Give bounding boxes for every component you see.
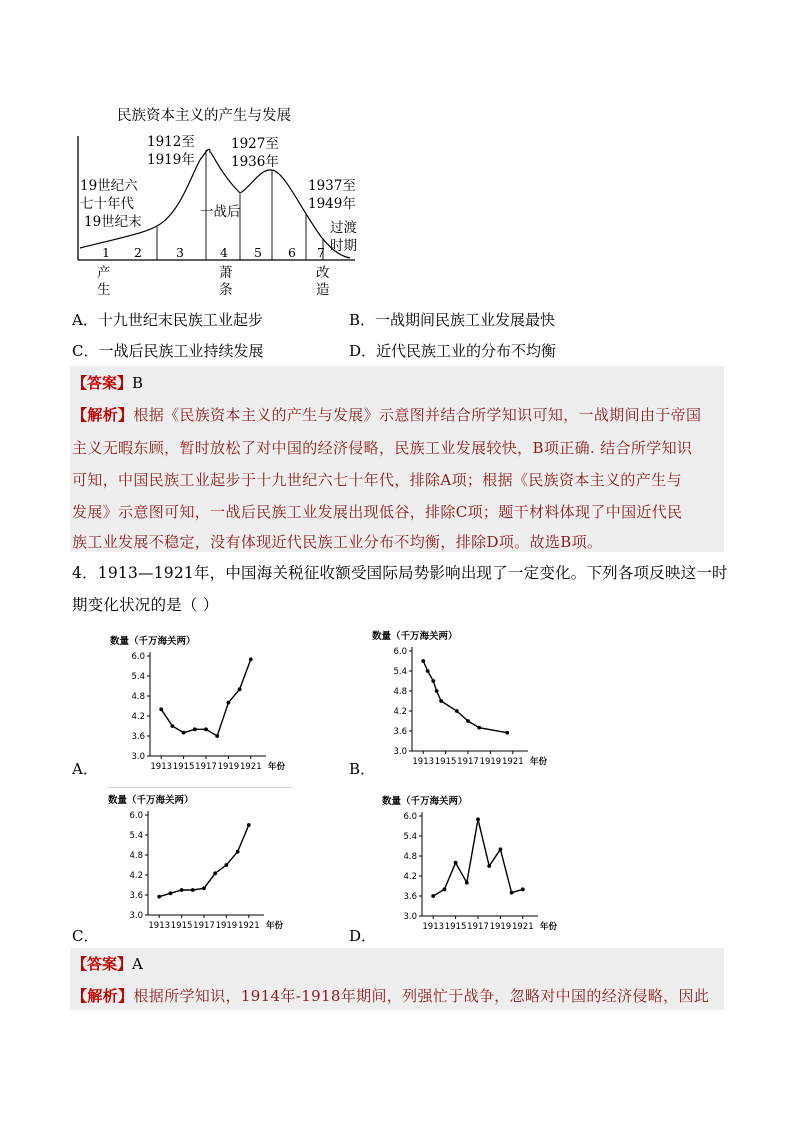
chart-data-point [487, 864, 491, 868]
chart-y-axis-title: 数量（千万海关两） [382, 796, 468, 807]
chart-y-tick-label: 3.6 [131, 732, 145, 742]
chart-x-tick-label: 1921 [511, 922, 534, 932]
chart-y-axis-title: 数量（千万海关两） [108, 795, 194, 806]
chart-data-point [225, 863, 229, 867]
chart-y-tick-label: 4.8 [129, 851, 143, 861]
label-1927: 1927至 [231, 136, 279, 152]
chart-x-tick-label: 1917 [193, 921, 215, 931]
chart-x-tick-label: 1919 [215, 921, 238, 931]
chart-data-point [182, 731, 186, 735]
stage-decline-2: 条 [219, 282, 233, 298]
option-b[interactable]: B．一战期间民族工业发展最快 [349, 311, 556, 329]
segment-number: 7 [317, 245, 325, 260]
chart-series-line [161, 659, 251, 736]
chart-data-point [171, 724, 175, 728]
analysis-line: 可知，中国民族工业起步于十九世纪六七十年代，排除A项；根据《民族资本主义的产生与 [72, 471, 682, 489]
label-1936: 1936年 [231, 154, 279, 170]
chart-data-point [180, 888, 184, 892]
chart-y-tick-label: 4.8 [403, 852, 417, 862]
chart-x-tick-label: 1921 [239, 762, 262, 770]
chart-y-axis-title: 数量（千万海关两） [372, 631, 458, 642]
chart-data-point [431, 679, 435, 683]
analysis-line [72, 405, 701, 425]
chart-data-point [215, 734, 219, 738]
chart-divider [108, 787, 292, 788]
capitalism-development-diagram [60, 98, 360, 303]
chart-series-line [433, 819, 523, 896]
label-1949: 1949年 [308, 196, 356, 212]
chart-data-point [191, 888, 195, 892]
chart-y-tick-label: 3.0 [393, 747, 407, 757]
stage-decline-1: 萧 [219, 265, 233, 281]
chart-y-tick-label: 5.4 [393, 667, 407, 677]
chart-data-point [227, 701, 231, 705]
answer-tag: 【答案】 [72, 955, 133, 973]
chart-data-point [236, 850, 240, 854]
label-19c-end: 19世纪末 [84, 214, 142, 230]
chart-data-point [159, 707, 163, 711]
stage-reform-1: 改 [316, 265, 330, 281]
chart-x-axis-title: 年份 [266, 921, 284, 931]
label-after-wwi: 一战后 [200, 204, 241, 220]
label-1912: 1912至 [147, 134, 195, 150]
answer-analysis-panel [70, 366, 724, 552]
chart-data-point [247, 823, 251, 827]
chart-x-tick-label: 1915 [170, 921, 193, 931]
chart-x-tick-label: 1919 [489, 922, 512, 932]
chart-data-point [157, 895, 161, 899]
chart-x-tick-label: 1913 [412, 757, 435, 767]
chart-x-tick-label: 1917 [195, 762, 217, 770]
segment-number: 2 [134, 245, 142, 260]
chart-option-c [106, 789, 286, 934]
chart-y-tick-label: 4.2 [393, 707, 407, 717]
analysis-text: 根据《民族资本主义的产生与发展》示意图并结合所学知识可知，一战期间由于帝国 [133, 406, 702, 424]
chart-data-point [510, 891, 514, 895]
label-transition-1: 过渡 [330, 220, 357, 236]
option-d[interactable]: D．近代民族工业的分布不均衡 [349, 342, 557, 360]
label-1919: 1919年 [147, 152, 195, 168]
chart-data-point [249, 657, 253, 661]
chart-option-letter-d[interactable]: D． [349, 927, 377, 945]
segment-number: 6 [288, 245, 296, 260]
chart-data-point [204, 727, 208, 731]
chart-data-point [476, 817, 480, 821]
chart-y-tick-label: 3.0 [131, 752, 145, 762]
chart-y-tick-label: 6.0 [131, 652, 145, 662]
chart-data-point [477, 726, 481, 730]
chart-y-tick-label: 6.0 [393, 647, 407, 657]
chart-data-point [439, 699, 443, 703]
label-transition-2: 时期 [330, 238, 357, 254]
chart-y-tick-label: 3.6 [129, 891, 143, 901]
chart-y-tick-label: 3.6 [403, 892, 417, 902]
answer-value: A [132, 955, 143, 973]
chart-option-a [108, 630, 288, 770]
chart-x-tick-label: 1921 [237, 921, 260, 931]
segment-number: 5 [254, 245, 262, 260]
segment-number: 1 [102, 245, 110, 260]
analysis-tag: 【解析】 [72, 987, 134, 1005]
chart-data-point [466, 719, 470, 723]
chart-x-tick-label: 1915 [172, 762, 195, 770]
analysis-line: 主义无暇东顾，暂时放松了对中国的经济侵略，民族工业发展较快，B项正确. 结合所学知识 [72, 439, 693, 457]
chart-x-axis-title: 年份 [268, 762, 286, 770]
label-1937: 1937至 [308, 178, 356, 194]
chart-data-point [426, 669, 430, 673]
stage-birth-2: 生 [97, 282, 111, 298]
chart-data-point [499, 847, 503, 851]
label-19c-b: 七十年代 [80, 196, 134, 212]
chart-data-point [465, 881, 469, 885]
question-stem-line: 期变化状况的是（ ） [72, 596, 219, 614]
chart-x-tick-label: 1919 [479, 757, 502, 767]
analysis-line: 发展》示意图可知，一战后民族工业发展出现低谷，排除C项；题干材料体现了中国近代民 [72, 503, 683, 521]
option-c[interactable]: C．一战后民族工业持续发展 [72, 342, 264, 360]
chart-x-tick-label: 1921 [501, 757, 524, 767]
stage-reform-2: 造 [316, 282, 330, 298]
chart-y-tick-label: 5.4 [131, 672, 145, 682]
chart-y-tick-label: 4.2 [131, 712, 145, 722]
answer-value: B [132, 374, 144, 392]
chart-y-tick-label: 3.0 [129, 911, 143, 921]
chart-option-b [370, 625, 550, 770]
chart-data-point [455, 709, 459, 713]
question-stem-line: 4．1913—1921年，中国海关税征收额受国际局势影响出现了一定变化。下列各项反映这一时 [72, 564, 728, 582]
analysis-line [72, 986, 709, 1006]
analysis-line: 族工业发展不稳定，没有体现近代民族工业分布不均衡，排除D项。故选B项。 [72, 533, 603, 551]
chart-data-point [435, 689, 439, 693]
label-19c-a: 19世纪六 [80, 178, 138, 194]
chart-y-tick-label: 3.6 [393, 727, 407, 737]
chart-y-tick-label: 4.2 [403, 872, 417, 882]
segment-number: 4 [220, 245, 228, 260]
chart-x-axis-title: 年份 [530, 757, 548, 767]
segment-number: 3 [176, 245, 184, 260]
chart-option-letter-c[interactable]: C． [72, 927, 99, 945]
chart-data-point [454, 861, 458, 865]
chart-y-tick-label: 6.0 [129, 811, 143, 821]
chart-y-tick-label: 6.0 [403, 812, 417, 822]
chart-y-tick-label: 5.4 [403, 832, 417, 842]
chart-option-d [380, 790, 560, 935]
chart-data-point [431, 894, 435, 898]
chart-x-tick-label: 1915 [434, 757, 457, 767]
chart-data-point [238, 687, 242, 691]
chart-series-line [423, 661, 507, 733]
chart-x-tick-label: 1913 [422, 922, 445, 932]
chart-option-letter-b[interactable]: B． [349, 760, 376, 778]
chart-option-letter-a[interactable]: A． [72, 760, 98, 778]
chart-y-axis-title: 数量（千万海关两） [110, 636, 196, 647]
chart-x-tick-label: 1913 [150, 762, 173, 770]
chart-data-point [202, 886, 206, 890]
chart-y-tick-label: 4.2 [129, 871, 143, 881]
chart-data-point [521, 887, 525, 891]
stage-birth-1: 产 [97, 265, 111, 281]
chart-series-line [159, 825, 249, 897]
chart-x-tick-label: 1915 [444, 922, 467, 932]
answer-line [72, 373, 143, 393]
chart-data-point [421, 659, 425, 663]
chart-data-point [443, 887, 447, 891]
analysis-text: 根据所学知识，1914年-1918年期间，列强忙于战争，忽略对中国的经济侵略，因此 [133, 987, 710, 1005]
answer-line [72, 954, 143, 974]
chart-data-point [193, 727, 197, 731]
chart-x-tick-label: 1917 [457, 757, 479, 767]
diagram-title: 民族资本主义的产生与发展 [117, 108, 291, 124]
chart-x-tick-label: 1913 [148, 921, 171, 931]
chart-y-tick-label: 5.4 [129, 831, 143, 841]
chart-y-tick-label: 3.0 [403, 912, 417, 922]
chart-data-point [505, 731, 509, 735]
analysis-tag: 【解析】 [72, 406, 134, 424]
answer-tag: 【答案】 [72, 374, 133, 392]
chart-y-tick-label: 4.8 [131, 692, 145, 702]
chart-x-axis-title: 年份 [540, 922, 558, 932]
chart-y-tick-label: 4.8 [393, 687, 407, 697]
chart-data-point [169, 891, 173, 895]
option-a[interactable]: A．十九世纪末民族工业起步 [72, 311, 263, 329]
chart-x-tick-label: 1919 [217, 762, 240, 770]
chart-x-tick-label: 1917 [467, 922, 489, 932]
chart-data-point [213, 871, 217, 875]
